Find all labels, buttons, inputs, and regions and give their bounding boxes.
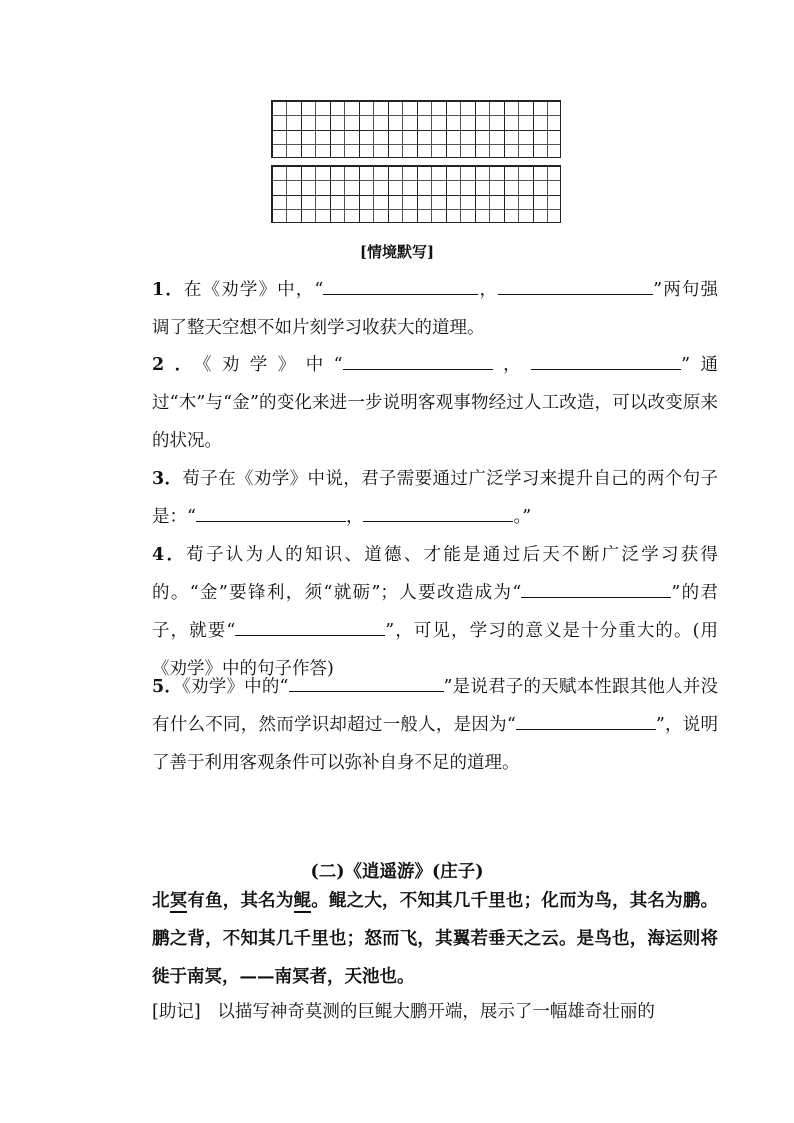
question-5: 5．《劝学》中的“ ”是说君子的天赋本性跟其他人并没有什么不同，然而学识却超过一般人，是因为“ ”，说明了善于利用客观条件可以弥补自身不足的道理。 <box>118 668 718 782</box>
section-heading: [情境默写] <box>359 243 435 261</box>
section-title: (二)《逍遥游》(庄子) <box>310 862 484 882</box>
writing-grid-top <box>271 100 561 158</box>
question-3: 3．荀子在《劝学》中说，君子需要通过广泛学习来提升自己的两个句子是：“ ， 。” <box>152 469 719 527</box>
answer-blank[interactable] <box>531 352 681 370</box>
answer-blank[interactable] <box>323 277 478 295</box>
writing-grid-bottom <box>271 165 561 223</box>
question-2: 2．《劝学》中“ ， ”通过“木”与“金”的变化来进一步说明客观事物经过人工改造，可以改变原来的状况。 <box>118 346 718 460</box>
answer-blank[interactable] <box>289 674 444 692</box>
answer-blank[interactable] <box>363 504 513 522</box>
answer-blank[interactable] <box>498 277 653 295</box>
answer-blank[interactable] <box>196 504 346 522</box>
answer-blank[interactable] <box>343 352 493 370</box>
answer-blank[interactable] <box>235 618 385 636</box>
mnemonic-note: [助记] 以描写神奇莫测的巨鲲大鹏开端，展示了一幅雄奇壮丽的 <box>152 1002 655 1022</box>
answer-blank[interactable] <box>521 580 671 598</box>
question-1: 1．在《劝学》中，“ ， ”两句强调了整天空想不如片刻学习收获大的道理。 <box>118 271 718 347</box>
passage: 北冥有鱼，其名为鲲。鲲之大，不知其几千里也；化而为鸟，其名为鹏。鹏之背，不知其几千里也；怒而飞，其翼若垂天之云。是鸟也，海运则将徙于南冥，——南冥者，天池也。 <box>152 891 719 987</box>
question-4: 4．荀子认为人的知识、道德、才能是通过后天不断广泛学习获得的。“金”要锋利，须“就砺”；人要改造成为“ ”的君子，就要“ ”，可见，学习的意义是十分重大的。(用《劝学》中的句子作答) <box>152 545 719 679</box>
answer-blank[interactable] <box>516 712 656 730</box>
